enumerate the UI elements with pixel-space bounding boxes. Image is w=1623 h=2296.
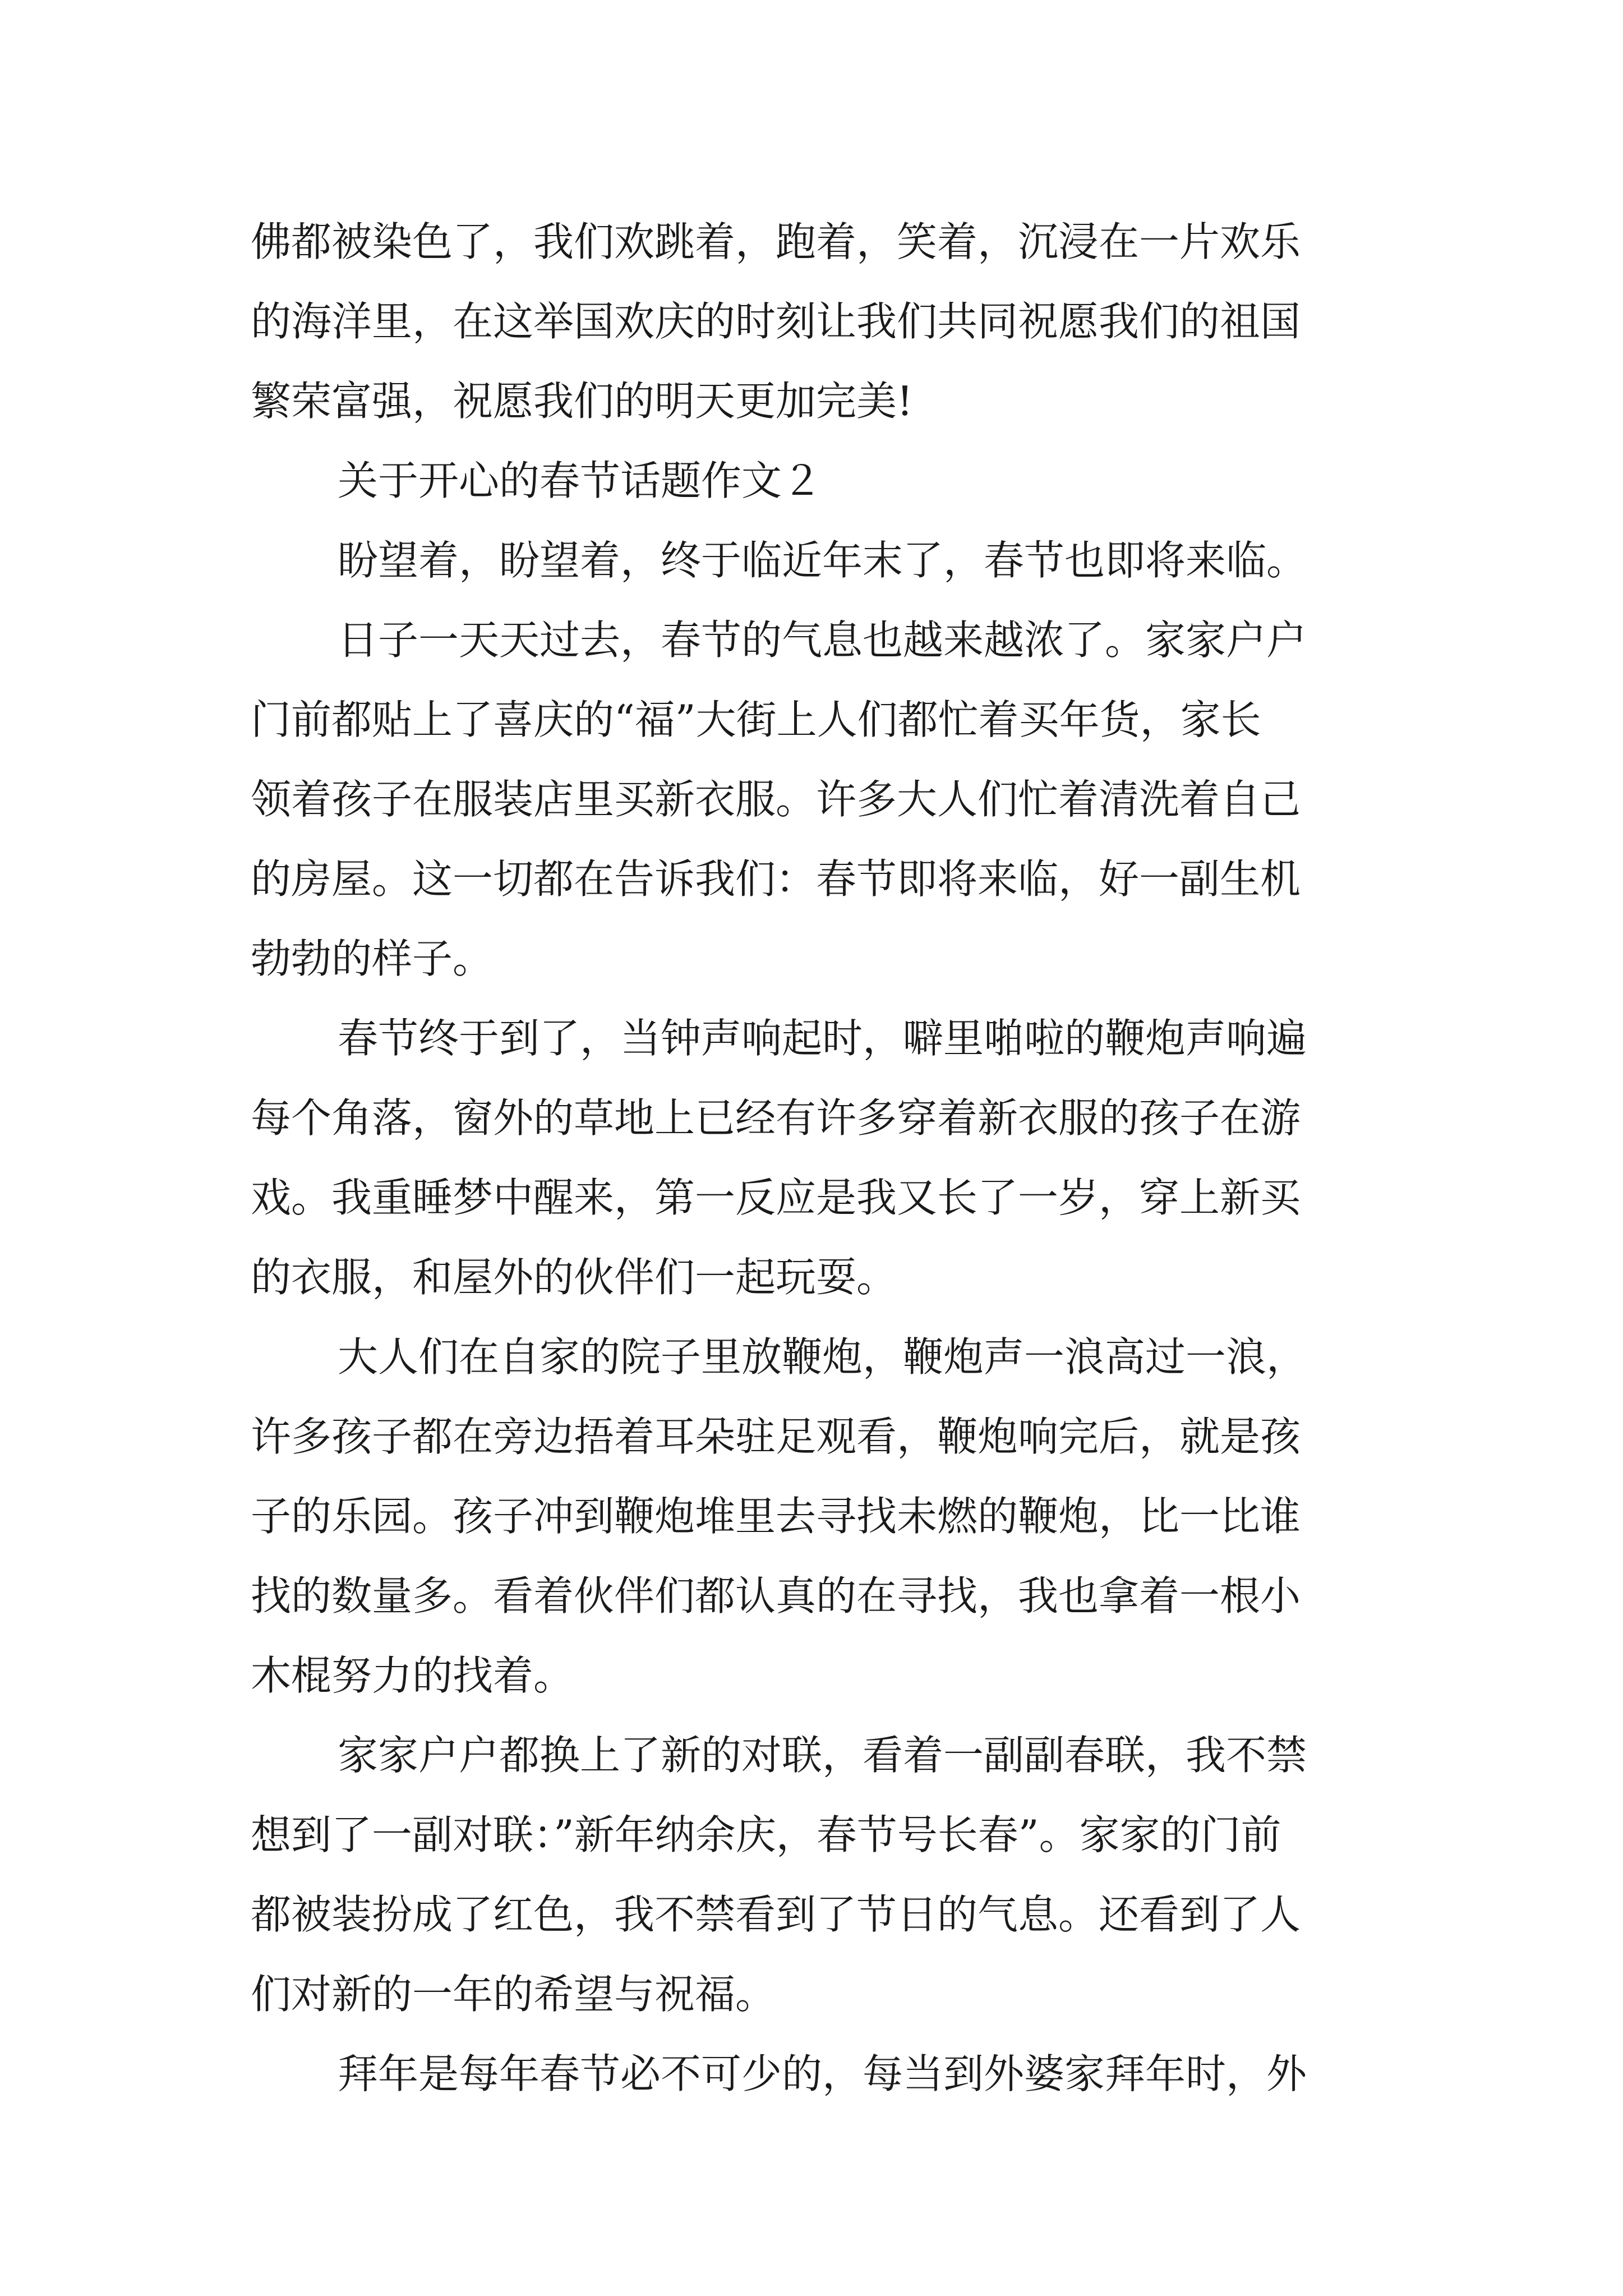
text-line: 家家户户都换上了新的对联，看着一副副春联，我不禁 xyxy=(338,1732,1307,1779)
text-line: 都被装扮成了红色，我不禁看到了节日的气息。还看到了人 xyxy=(251,1891,1301,1938)
text-line: 拜年是每年春节必不可少的，每当到外婆家拜年时，外 xyxy=(338,2050,1307,2097)
text-line: 每个角落，窗外的草地上已经有许多穿着新衣服的孩子在游 xyxy=(251,1094,1301,1142)
text-line: 关于开心的春节话题作文２ xyxy=(338,457,823,504)
text-line: 的海洋里，在这举国欢庆的时刻让我们共同祝愿我们的祖国 xyxy=(251,298,1301,345)
text-line: 许多孩子都在旁边捂着耳朵驻足观看，鞭炮响完后，就是孩 xyxy=(251,1413,1301,1460)
text-line: 勃勃的样子。 xyxy=(251,935,494,982)
text-line: 找的数量多。看着伙伴们都认真的在寻找，我也拿着一根小 xyxy=(251,1572,1301,1619)
text-line: 木棍努力的找着。 xyxy=(251,1652,574,1699)
text-line: 想到了一副对联：”新年纳余庆，春节号长春”。家家的门前 xyxy=(251,1811,1281,1858)
text-line: 春节终于到了，当钟声响起时，噼里啪啦的鞭炮声响遍 xyxy=(338,1015,1307,1062)
text-line: 日子一天天过去，春节的气息也越来越浓了。家家户户 xyxy=(338,616,1307,664)
document-body xyxy=(251,202,1389,2114)
text-line: 繁荣富强，祝愿我们的明天更加完美! xyxy=(251,378,913,425)
text-line: 门前都贴上了喜庆的“福”大街上人们都忙着买年货，家长 xyxy=(251,696,1261,743)
text-line: 的衣服，和屋外的伙伴们一起玩耍。 xyxy=(251,1254,897,1301)
text-line: 戏。我重睡梦中醒来，第一反应是我又长了一岁，穿上新买 xyxy=(251,1174,1301,1221)
text-line: 的房屋。这一切都在告诉我们：春节即将来临，好一副生机 xyxy=(251,855,1301,903)
text-line: 盼望着，盼望着，终于临近年末了，春节也即将来临。 xyxy=(338,537,1307,584)
text-line: 领着孩子在服装店里买新衣服。许多大人们忙着清洗着自己 xyxy=(251,776,1301,823)
text-line: 佛都被染色了，我们欢跳着，跑着，笑着，沉浸在一片欢乐 xyxy=(251,218,1301,265)
text-line: 们对新的一年的希望与祝福。 xyxy=(251,1971,776,2018)
text-line: 大人们在自家的院子里放鞭炮，鞭炮声一浪高过一浪， xyxy=(338,1333,1307,1381)
text-line: 子的乐园。孩子冲到鞭炮堆里去寻找未燃的鞭炮，比一比谁 xyxy=(251,1493,1301,1540)
